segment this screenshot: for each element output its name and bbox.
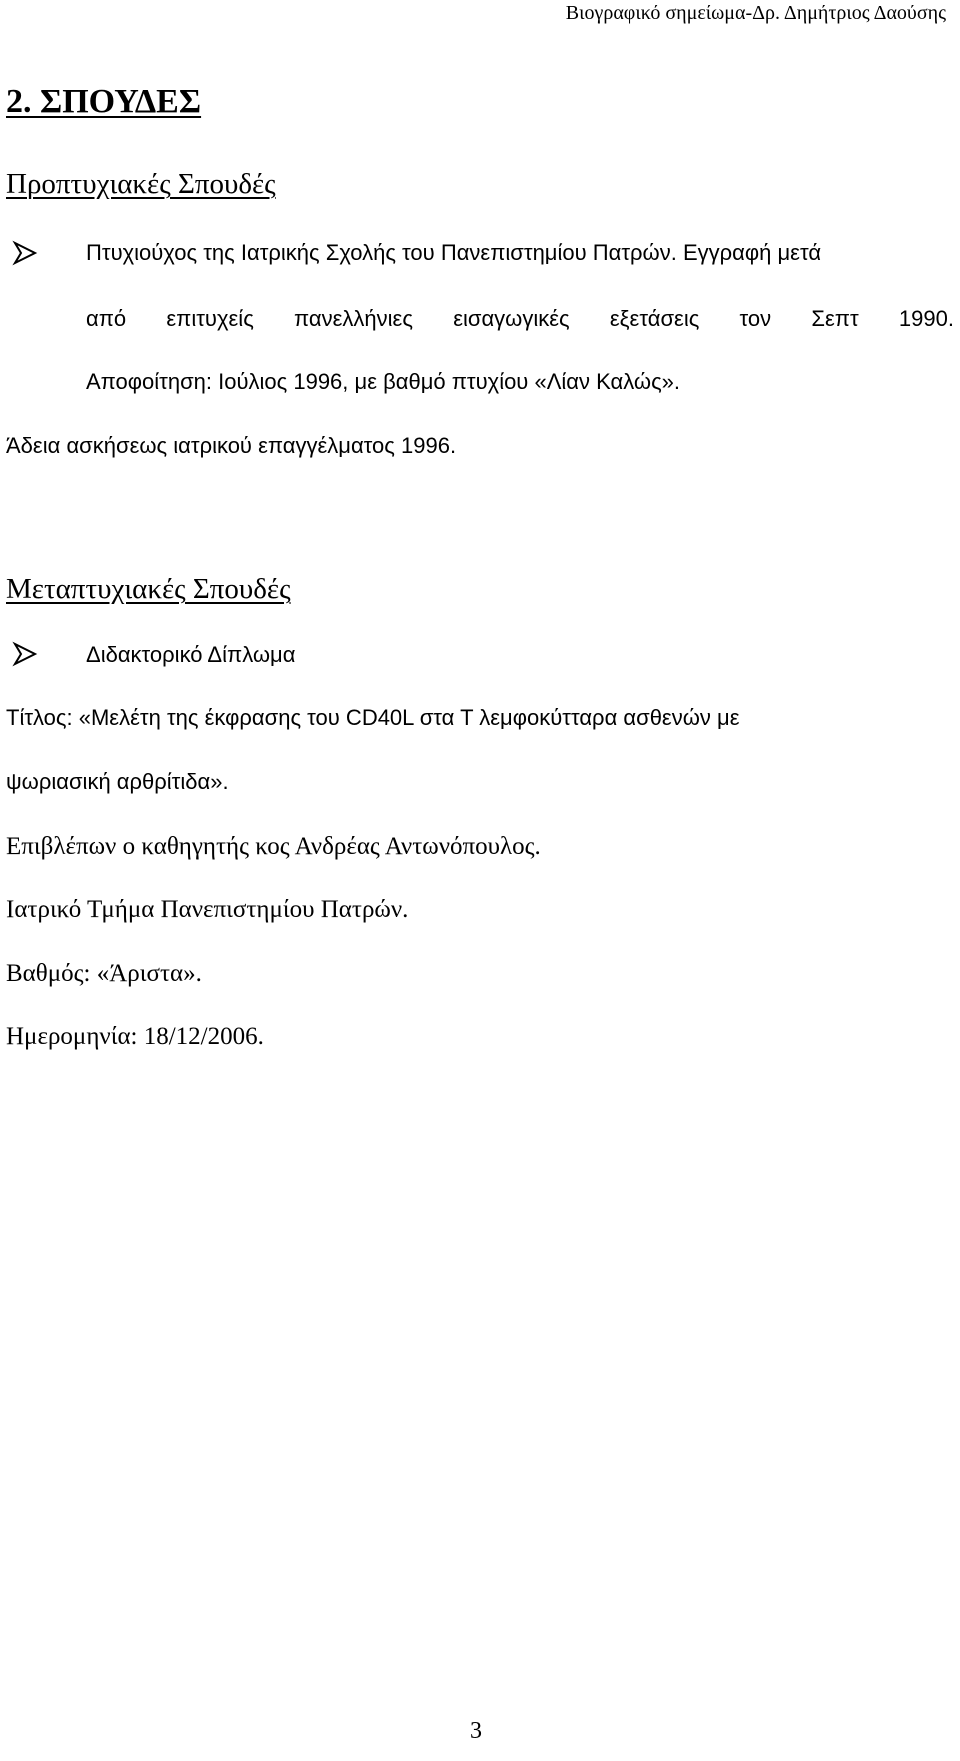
word: πανελλήνιες <box>294 306 413 331</box>
grade-line: Βαθμός: «Άριστα». <box>6 960 202 987</box>
undergraduate-heading: Προπτυχιακές Σπουδές <box>6 168 276 200</box>
page-number: 3 <box>470 1718 482 1744</box>
word: εξετάσεις <box>609 306 700 331</box>
arrowhead-bullet-icon <box>12 641 38 667</box>
word: επιτυχείς <box>166 306 254 331</box>
section-title: 2. ΣΠΟΥΔΕΣ <box>6 83 202 120</box>
undergraduate-admission-line <box>86 304 954 334</box>
word: 1990. <box>898 306 954 331</box>
doctorate-item: Διδακτορικό Δίπλωμα <box>86 642 296 667</box>
undergraduate-degree-line: Πτυχιούχος της Ιατρικής Σχολής του Πανεπιστημίου Πατρών. Εγγραφή μετά <box>86 240 822 265</box>
postgraduate-heading: Μεταπτυχιακές Σπουδές <box>6 573 291 605</box>
thesis-title-line-2: ψωριασική αρθρίτιδα». <box>6 769 229 794</box>
word: εισαγωγικές <box>453 306 570 331</box>
department-line: Ιατρικό Τμήμα Πανεπιστημίου Πατρών. <box>6 896 409 923</box>
undergraduate-license-line: Άδεια ασκήσεως ιατρικού επαγγέλματος 1996. <box>6 433 457 458</box>
word: τον <box>739 306 772 331</box>
supervisor-line: Επιβλέπων ο καθηγητής κος Ανδρέας Αντωνόπουλος. <box>6 833 541 860</box>
undergraduate-graduation-line: Αποφοίτηση: Ιούλιος 1996, με βαθμό πτυχίου «Λίαν Καλώς». <box>86 369 681 394</box>
word: από <box>86 306 127 331</box>
thesis-title-line-1: Τίτλος: «Μελέτη της έκφρασης του CD40L στα Τ λεμφοκύτταρα ασθενών με <box>6 705 740 730</box>
word: Σεπτ <box>811 306 859 331</box>
arrowhead-bullet-icon <box>12 240 38 266</box>
running-header: Βιογραφικό σημείωμα-Δρ. Δημήτριος Δαούσης <box>565 2 946 24</box>
date-line: Ημερομηνία: 18/12/2006. <box>6 1023 264 1050</box>
